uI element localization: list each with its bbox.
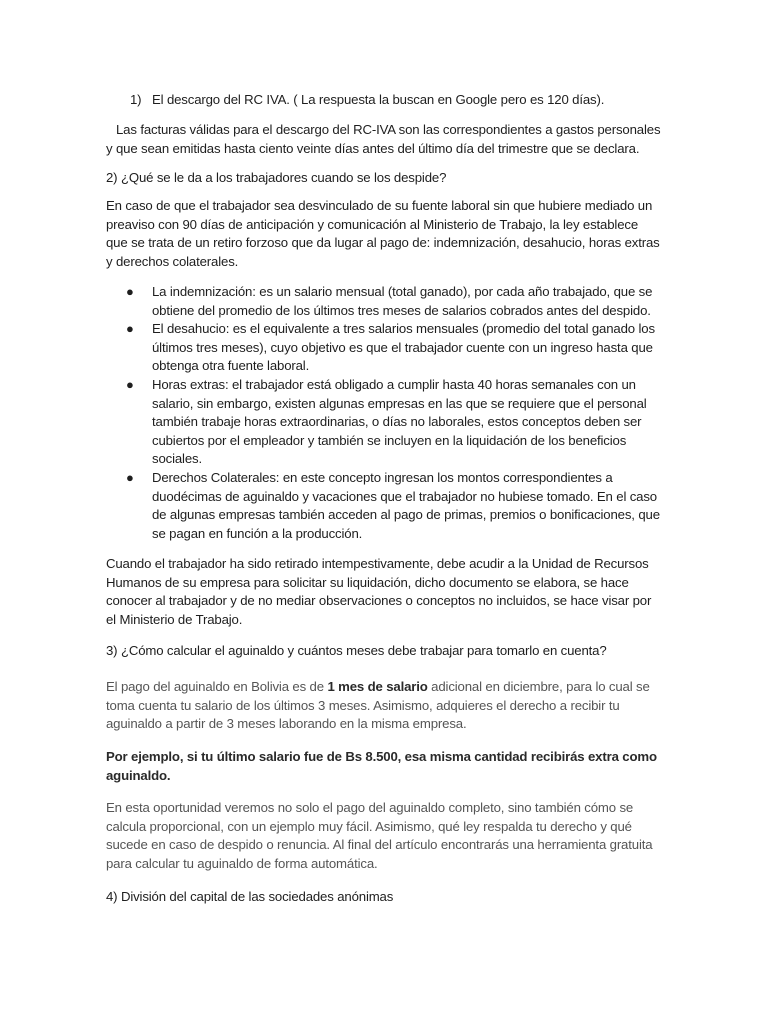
bullet-icon: ● <box>126 321 134 337</box>
list-item-text: Horas extras: el trabajador está obligado a cumplir hasta 40 horas semanales con un salario, sin embargo, existen algunas empresas en las que se requiere que el personal también trabaje horas extraordinarias, o días no laborales, estos conceptos deben ser cubiertos por el empleador y también se incluyen en la liquidación de los beneficios sociales. <box>152 376 647 467</box>
question-4: 4) División del capital de las sociedades anónimas <box>106 889 394 904</box>
bullet-icon: ● <box>126 284 134 299</box>
list-item <box>106 376 662 469</box>
list-item <box>106 283 662 320</box>
aguinaldo-text-end: adicional en diciembre, para lo cual se toma cuenta tu salario de los últimos 3 meses. Asimismo, adquieres el derecho a recibir tu aguinaldo a partir de 3 meses laborando en la misma empresa. <box>106 679 650 732</box>
list-item-text: La indemnización: es un salario mensual (total ganado), por cada año trabajado, que se obtiene del promedio de los últimos tres meses de salarios cobrados antes del despido. <box>152 284 653 318</box>
bullet-icon: ● <box>126 469 134 485</box>
bullet-icon: ● <box>126 376 134 392</box>
question-1-number: 1) <box>130 92 142 107</box>
question-1-text: El descargo del RC IVA. ( La respuesta la buscan en Google pero es 120 días). <box>152 92 605 107</box>
list-item <box>106 469 662 543</box>
list-item-text: El desahucio: es el equivalente a tres salarios mensuales (promedio del total ganado los últimos tres meses), cuyo objetivo es que el trabajador cuente con un ingreso hasta que obtenga otra fuente laboral. <box>152 321 655 374</box>
list-item <box>106 320 662 376</box>
question-3: 3) ¿Cómo calcular el aguinaldo y cuántos meses debe trabajar para tomarlo en cuenta? <box>106 643 607 658</box>
aguinaldo-highlight: 1 mes de salario <box>327 679 428 694</box>
aguinaldo-text-start: El pago del aguinaldo en Bolivia es de <box>106 679 328 694</box>
aguinaldo-paragraph <box>106 678 662 734</box>
question-1 <box>130 91 660 110</box>
example-paragraph: Por ejemplo, si tu último salario fue de Bs 8.500, esa misma cantidad recibirás extra como aguinaldo. <box>106 749 657 783</box>
question-2: 2) ¿Qué se le da a los trabajadores cuando se los despide? <box>106 170 447 185</box>
liquidation-paragraph: Cuando el trabajador ha sido retirado intempestivamente, debe acudir a la Unidad de Recursos Humanos de su empresa para solicitar su liquidación, dicho documento se elabora, se hace conocer al trabajador y de no mediar observaciones o conceptos no incluidos, se hace visar por el Ministerio de Trabajo. <box>106 556 652 627</box>
answer-1-paragraph: Las facturas válidas para el descargo del RC-IVA son las correspondientes a gastos personales y que sean emitidas hasta ciento veinte días antes del último día del trimestre que se declara. <box>106 122 661 156</box>
answer-2-paragraph: En caso de que el trabajador sea desvinculado de su fuente laboral sin que hubiere mediado un preaviso con 90 días de anticipación y comunicación al Ministerio de Trabajo, la ley establece que se trata de un retiro forzoso que da lugar al pago de: indemnización, desahucio, horas extras y derechos colaterales. <box>106 198 660 269</box>
info-paragraph: En esta oportunidad veremos no solo el pago del aguinaldo completo, sino también cómo se calcula proporcional, con un ejemplo muy fácil. Asimismo, qué ley respalda tu derecho y qué sucede en caso de despido o renuncia. Al final del artículo encontrarás una herramienta gratuita para calcular tu aguinaldo de forma automática. <box>106 800 653 871</box>
list-item-text: Derechos Colaterales: en este concepto ingresan los montos correspondientes a duodécimas de aguinaldo y vacaciones que el trabajador no hubiese tomado. En el caso de algunas empresas también acceden al pago de primas, premios o bonificaciones, que se pagan en función a la producción. <box>152 469 660 541</box>
benefits-list <box>106 283 662 543</box>
